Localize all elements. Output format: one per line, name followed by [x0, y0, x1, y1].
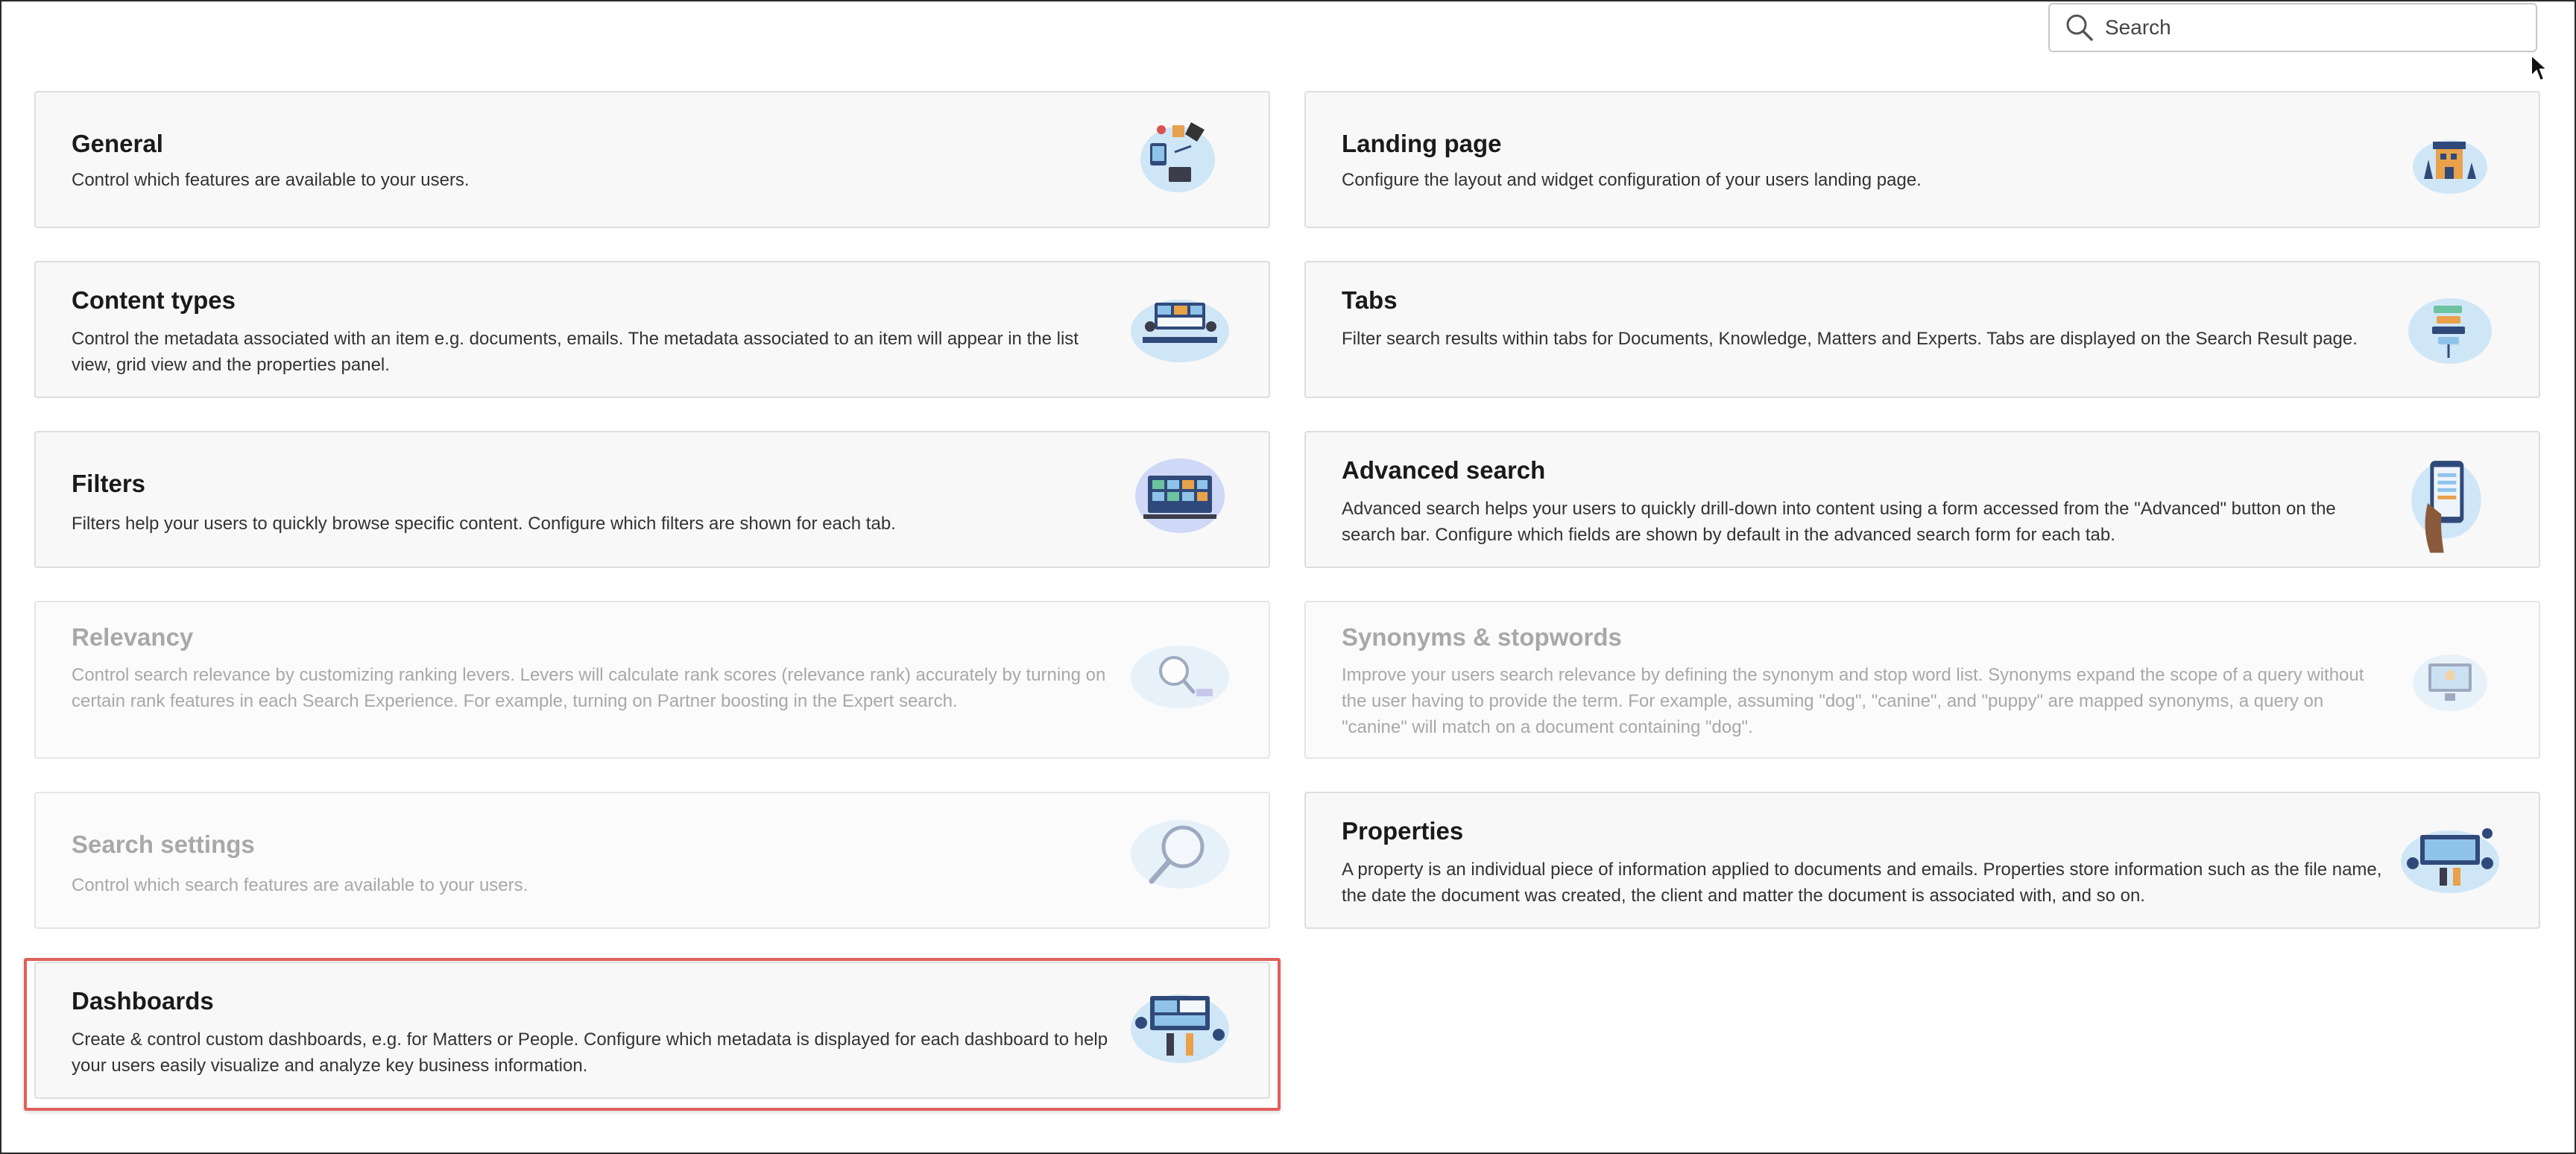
content-types-illustration-icon — [1128, 292, 1232, 367]
card-description: Control which features are available to your users. — [72, 170, 470, 190]
card-filters[interactable] — [34, 431, 1270, 568]
card-properties[interactable] — [1304, 792, 2540, 929]
card-landing-page[interactable] — [1304, 91, 2540, 228]
card-tabs[interactable] — [1304, 261, 2540, 398]
card-title: Search settings — [72, 830, 255, 858]
card-title: Dashboards — [72, 987, 214, 1015]
card-general[interactable] — [34, 91, 1270, 228]
card-description: Advanced search helps your users to quickly drill-down into content using a form accessed from the "Advanced" button on the search bar. Configure which fields are shown by default in the advanced search form for each tab. — [1342, 499, 2336, 545]
search-input[interactable] — [2105, 16, 2536, 40]
filters-illustration-icon — [1131, 455, 1228, 537]
card-title: Content types — [72, 286, 236, 314]
selection-highlight — [24, 958, 1281, 1111]
card-title: Filters — [72, 470, 146, 497]
card-description: Configure the layout and widget configuration of your users landing page. — [1342, 170, 1922, 190]
card-description: Filter search results within tabs for Documents, Knowledge, Matters and Experts. Tabs are displayed on the Search Result page. — [1342, 329, 2358, 349]
mouse-cursor-icon — [2530, 54, 2549, 83]
card-relevancy[interactable] — [34, 601, 1270, 759]
properties-illustration-icon — [2398, 823, 2502, 898]
card-title: Tabs — [1342, 286, 1398, 314]
card-description: Improve your users search relevance by defining the synonym and stop word list. Synonyms expand the scope of a query without the user having to provide the term. For example, assuming "dog", "canine", and "puppy" are mapped synonyms, a query on "canine" will match on a document containing "dog". — [1342, 665, 2364, 737]
search-settings-illustration-icon — [1128, 816, 1232, 898]
card-description: Control search relevance by customizing ranking levers. Levers will calculate rank scores (relevance rank) accurately by turning on certain rank features in each Search Experience. For example, turning on Partner boosting in the Expert search. — [72, 665, 1106, 711]
card-title: Properties — [1342, 817, 1464, 845]
card-synonyms-stopwords[interactable] — [1304, 601, 2540, 759]
card-title: Synonyms & stopwords — [1342, 623, 1622, 651]
card-title: General — [72, 130, 163, 157]
relevancy-illustration-icon — [1128, 640, 1232, 714]
general-illustration-icon — [1131, 115, 1228, 197]
tabs-illustration-icon — [2405, 292, 2495, 367]
card-content-types[interactable] — [34, 261, 1270, 398]
card-title: Landing page — [1342, 130, 1502, 157]
card-title: Advanced search — [1342, 456, 1546, 484]
landing-page-illustration-icon — [2409, 130, 2491, 197]
synonyms-illustration-icon — [2409, 647, 2491, 714]
card-search-settings[interactable] — [34, 792, 1270, 929]
card-title: Relevancy — [72, 623, 194, 651]
card-description: A property is an individual piece of information applied to documents and emails. Properties store information such as the file name, the date the document was created, the client and matter the document is associated with, and so on. — [1342, 860, 2382, 906]
search-box[interactable] — [2048, 3, 2537, 52]
advanced-search-illustration-icon — [2409, 453, 2484, 559]
card-description: Create & control custom dashboards, e.g. for Matters or People. Configure which metadata is displayed for each dashboard to help your users easily visualize and analyze key business information. — [72, 1030, 1108, 1076]
search-icon — [2062, 10, 2097, 45]
card-description: Control which search features are available to your users. — [72, 875, 528, 895]
card-description: Control the metadata associated with an item e.g. documents, emails. The metadata associated to an item will appear in the list view, grid view and the properties panel. — [72, 329, 1079, 375]
card-advanced-search[interactable] — [1304, 431, 2540, 568]
card-description: Filters help your users to quickly browse specific content. Configure which filters are shown for each tab. — [72, 514, 896, 534]
